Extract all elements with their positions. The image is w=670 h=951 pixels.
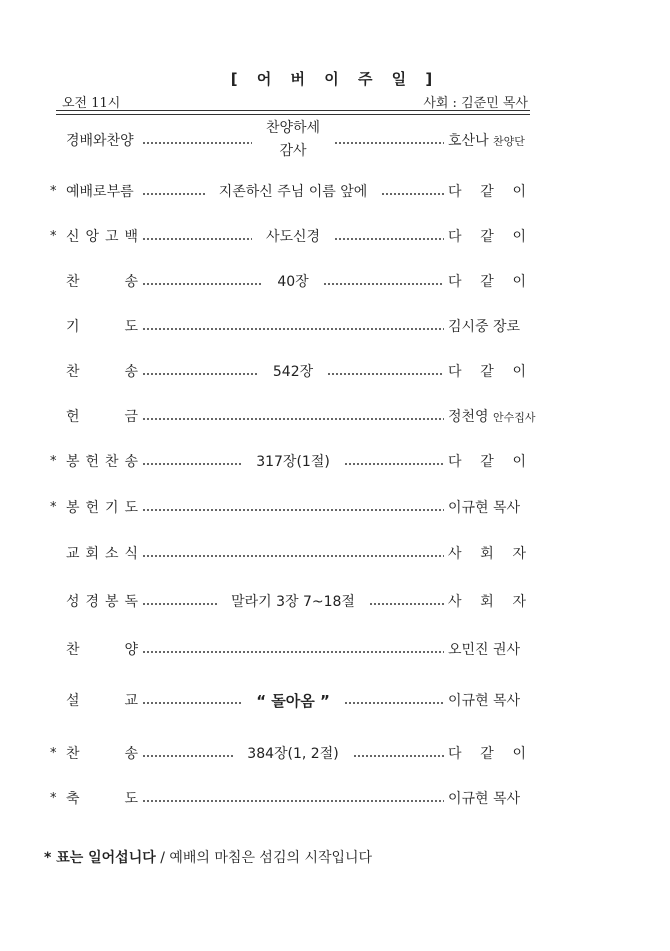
leader-dots xyxy=(142,603,217,605)
item-detail: 말라기 3장 7~18절 xyxy=(231,594,355,610)
leader-dots xyxy=(369,603,444,605)
footer-bold: * 표는 일어섭니다 xyxy=(44,850,156,866)
item-label: 찬 송 xyxy=(66,274,138,290)
leader-name: 김시중 장로 xyxy=(448,319,521,335)
leader-dots xyxy=(142,142,252,144)
leader-name: 호산나 xyxy=(448,133,489,149)
footer-text: 예배의 마침은 섬김의 시작입니다 xyxy=(169,850,373,866)
leader-dots xyxy=(142,328,444,330)
item-leader xyxy=(448,497,526,517)
leader-dots xyxy=(142,555,444,557)
worship-item xyxy=(50,269,526,293)
leader-dots xyxy=(142,373,259,375)
item-detail: “ 돌아옴 ” xyxy=(256,691,330,710)
worship-item xyxy=(50,589,526,613)
item-detail xyxy=(256,117,330,163)
item-detail-line: 찬양하세 xyxy=(265,120,321,136)
leader-dots xyxy=(334,238,444,240)
item-detail: 40장 xyxy=(277,274,309,290)
item-label: 기 도 xyxy=(66,319,138,335)
worship-item xyxy=(50,688,526,712)
item-leader xyxy=(448,181,526,201)
required-standing-mark: * xyxy=(50,453,57,469)
leader-dots xyxy=(142,463,242,465)
item-leader xyxy=(448,591,526,611)
leader-name: 다 같 이 xyxy=(448,274,526,290)
leader-name: 다 같 이 xyxy=(448,364,526,380)
worship-item xyxy=(50,541,526,565)
worship-item xyxy=(50,637,526,661)
item-label: 성 경 봉 독 xyxy=(66,594,138,610)
leader-dots xyxy=(142,755,233,757)
footer-note xyxy=(44,847,372,867)
item-label: 헌 금 xyxy=(66,409,138,425)
leader-dots xyxy=(344,463,444,465)
leader-dots xyxy=(381,193,444,195)
worship-item xyxy=(50,224,526,248)
required-standing-mark: * xyxy=(50,228,57,244)
worship-item xyxy=(50,786,526,810)
presider: 사회 : 김준민 목사 xyxy=(423,96,528,111)
worship-item xyxy=(50,495,526,519)
worship-item xyxy=(50,741,526,765)
worship-item xyxy=(50,314,526,338)
item-detail: 384장(1, 2절) xyxy=(247,746,339,762)
item-leader xyxy=(448,361,526,381)
leader-dots xyxy=(142,238,252,240)
item-label: 봉 헌 찬 송 xyxy=(66,454,138,470)
item-leader xyxy=(448,543,526,563)
item-detail: 542장 xyxy=(272,364,314,380)
item-detail-line: 감사 xyxy=(279,143,307,159)
item-leader xyxy=(448,690,526,710)
page-title: [ 어 버 이 주 일 ] xyxy=(230,70,440,88)
required-standing-mark: * xyxy=(50,745,57,761)
leader-dots xyxy=(142,418,444,420)
worship-item xyxy=(50,179,526,203)
item-detail: 사도신경 xyxy=(265,229,321,245)
item-leader xyxy=(448,406,536,426)
item-label: 축 도 xyxy=(66,791,138,807)
leader-dots xyxy=(142,651,444,653)
leader-name: 정천영 xyxy=(448,409,489,425)
leader-title: 찬양단 xyxy=(493,135,525,148)
item-label: 찬 양 xyxy=(66,642,138,658)
leader-dots xyxy=(334,142,444,144)
leader-dots xyxy=(142,193,205,195)
item-leader xyxy=(448,788,526,808)
item-leader xyxy=(448,316,526,336)
item-detail: 317장(1절) xyxy=(256,454,330,470)
item-label: 봉 헌 기 도 xyxy=(66,500,138,516)
leader-name: 이규현 목사 xyxy=(448,791,521,807)
leader-dots xyxy=(142,509,444,511)
item-leader xyxy=(448,451,526,471)
item-detail: 지존하신 주님 이름 앞에 xyxy=(218,184,368,200)
item-leader xyxy=(448,226,526,246)
worship-item xyxy=(50,404,536,428)
item-leader xyxy=(448,130,526,150)
leader-dots xyxy=(353,755,444,757)
item-label: 교 회 소 식 xyxy=(66,546,138,562)
item-label: 경배와찬양 xyxy=(66,133,134,149)
leader-dots xyxy=(142,800,444,802)
item-label: 예배로부름 xyxy=(66,184,134,200)
worship-item xyxy=(50,449,526,473)
service-time: 오전 11시 xyxy=(62,96,121,111)
required-standing-mark: * xyxy=(50,183,57,199)
item-leader xyxy=(448,271,526,291)
item-leader xyxy=(448,639,526,659)
leader-name: 다 같 이 xyxy=(448,229,527,245)
leader-dots xyxy=(142,283,263,285)
item-label: 찬 송 xyxy=(66,746,138,762)
required-standing-mark: * xyxy=(50,790,57,806)
item-label: 찬 송 xyxy=(66,364,138,380)
leader-name: 다 같 이 xyxy=(448,454,527,470)
leader-name: 이규현 목사 xyxy=(448,500,521,516)
item-label: 신 앙 고 백 xyxy=(66,229,138,245)
item-label: 설 교 xyxy=(66,693,138,709)
leader-dots xyxy=(327,373,444,375)
leader-name: 사 회 자 xyxy=(448,594,527,610)
leader-name: 다 같 이 xyxy=(448,746,527,762)
leader-name: 오민진 권사 xyxy=(448,642,521,658)
worship-item xyxy=(50,359,526,383)
leader-dots xyxy=(142,702,242,704)
leader-dots xyxy=(344,702,444,704)
leader-name: 사 회 자 xyxy=(448,546,526,562)
leader-title: 안수집사 xyxy=(493,411,536,424)
leader-dots xyxy=(323,283,444,285)
leader-name: 다 같 이 xyxy=(448,184,526,200)
leader-name: 이규현 목사 xyxy=(448,693,521,709)
required-standing-mark: * xyxy=(50,499,57,515)
header-divider xyxy=(56,110,530,115)
item-leader xyxy=(448,743,526,763)
footer-sep: / xyxy=(155,850,170,866)
worship-item xyxy=(50,120,526,159)
